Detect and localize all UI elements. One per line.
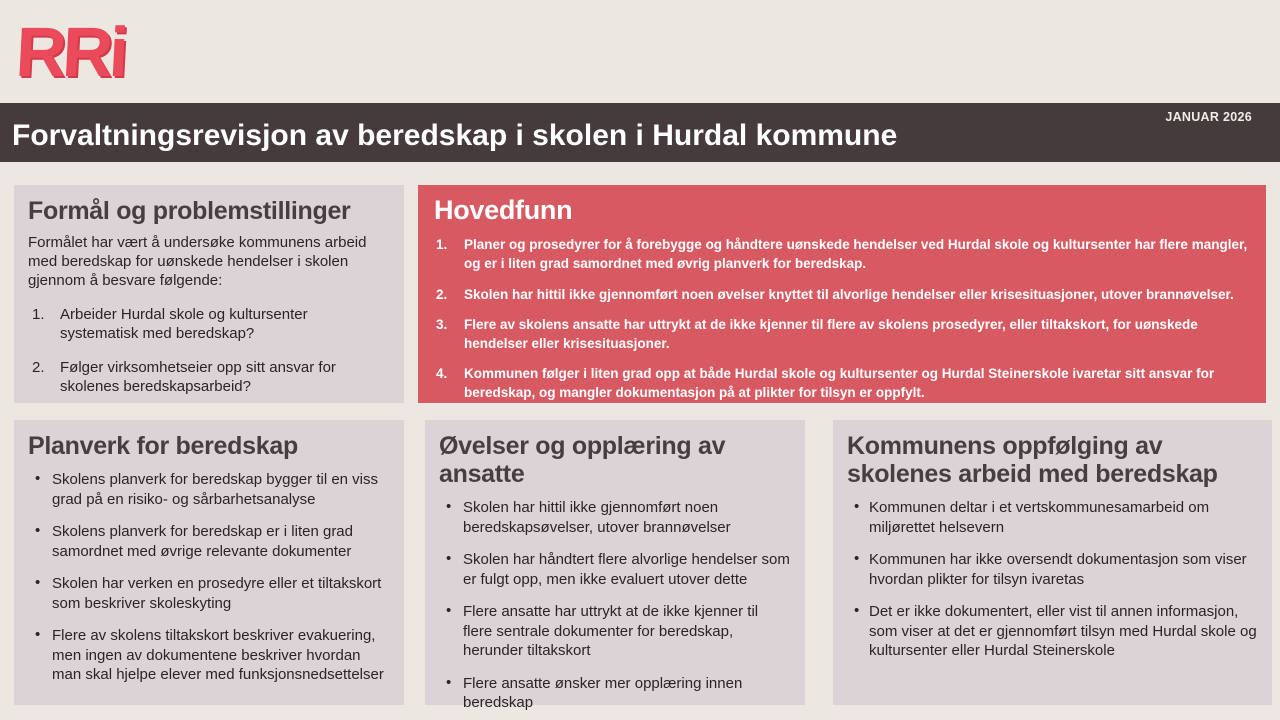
list-item: Skolen har hittil ikke gjennomført noen øvelser knyttet til alvorlige hendelser eller krisesituasjoner, utover brannøvelser. <box>464 286 1234 302</box>
rri-logo <box>13 6 166 98</box>
panel-formal <box>14 185 404 403</box>
list-item: • Skolen har håndtert flere alvorlige hendelser som er fulgt opp, men ikke evaluert utover dette <box>439 550 791 589</box>
panel-planverk <box>14 420 404 705</box>
panel-formal-intro: Formålet har vært å undersøke kommunens arbeid med beredskap for uønskede hendelser i skolen gjennom å besvare følgende: <box>28 234 367 290</box>
panel-hovedfunn-title: Hovedfunn <box>434 195 573 225</box>
list-item: Flere av skolens ansatte har uttrykt at de ikke kjenner til flere av skolens prosedyrer, eller tiltakskort, for uønskede hendelser eller krisesituasjoner. <box>464 316 1198 351</box>
panel-ovelser <box>425 420 805 711</box>
list-item: • Skolens planverk for beredskap bygger til en viss grad på en risiko- og sårbarhetsanalyse <box>28 470 390 509</box>
list-item: Planer og prosedyrer for å forebygge og håndtere uønskede hendelser ved Hurdal skole og kultursenter har flere mangler, og er i liten grad samordnet med øvrig planverk for beredskap. <box>464 237 1248 272</box>
panel-oppfolging-title: Kommunens oppfølging av skolenes arbeid med beredskap <box>847 432 1218 488</box>
panel-ovelser-title: Øvelser og opplæring av ansatte <box>439 432 726 488</box>
hovedfunn-list <box>434 235 1248 402</box>
list-item: • Flere av skolens tiltakskort beskriver evakuering, men ingen av dokumentene beskriver hvordan man skal hjelpe elever med funksjonsnedsettelser <box>28 626 390 685</box>
oppfolging-bullet-list <box>847 498 1258 661</box>
list-item: • Skolen har verken en prosedyre eller et tiltakskort som beskriver skoleskyting <box>28 574 390 613</box>
list-item: • Kommunen deltar i et vertskommunesamarbeid om miljørettet helsevern <box>847 498 1258 537</box>
title-bar <box>0 103 1280 162</box>
list-item: • Skolen har hittil ikke gjennomført noen beredskapsøvelser, utover brannøvelser <box>439 498 791 537</box>
panel-oppfolging <box>833 420 1272 705</box>
logo-area <box>0 0 1280 103</box>
list-item: Følger virksomhetseier opp sitt ansvar for skolenes beredskapsarbeid? <box>60 358 336 396</box>
panel-hovedfunn <box>418 185 1266 403</box>
list-item: • Det er ikke dokumentert, eller vist til annen informasjon, som viser at det er gjennomført tilsyn med Hurdal skole og kultursenter eller Hurdal Steinerskole <box>847 602 1258 661</box>
rri-logo-text: RRi <box>13 13 127 91</box>
planverk-bullet-list <box>28 470 390 685</box>
formal-question-list <box>28 305 390 397</box>
list-item: • Skolens planverk for beredskap er i liten grad samordnet med øvrige relevante dokumenter <box>28 522 390 561</box>
ovelser-bullet-list <box>439 498 791 713</box>
page-title: Forvaltningsrevisjon av beredskap i skolen i Hurdal kommune <box>12 119 898 152</box>
report-date: JANUAR 2026 <box>1165 110 1252 124</box>
panel-planverk-title: Planverk for beredskap <box>28 432 298 460</box>
list-item: • Flere ansatte har uttrykt at de ikke kjenner til flere sentrale dokumenter for beredskap, herunder tiltakskort <box>439 602 791 661</box>
list-item: Arbeider Hurdal skole og kultursenter systematisk med beredskap? <box>60 305 308 342</box>
panel-formal-title: Formål og problemstillinger <box>28 197 351 225</box>
list-item: • Kommunen har ikke oversendt dokumentasjon som viser hvordan plikter for tilsyn ivaretas <box>847 550 1258 589</box>
list-item: Kommunen følger i liten grad opp at både Hurdal skole og kultursenter og Hurdal Steinerskole ivaretar sitt ansvar for beredskap, og mangler dokumentasjon på at plikter for tilsyn er oppfylt. <box>464 366 1215 401</box>
list-item: • Flere ansatte ønsker mer opplæring innen beredskap <box>439 674 791 713</box>
